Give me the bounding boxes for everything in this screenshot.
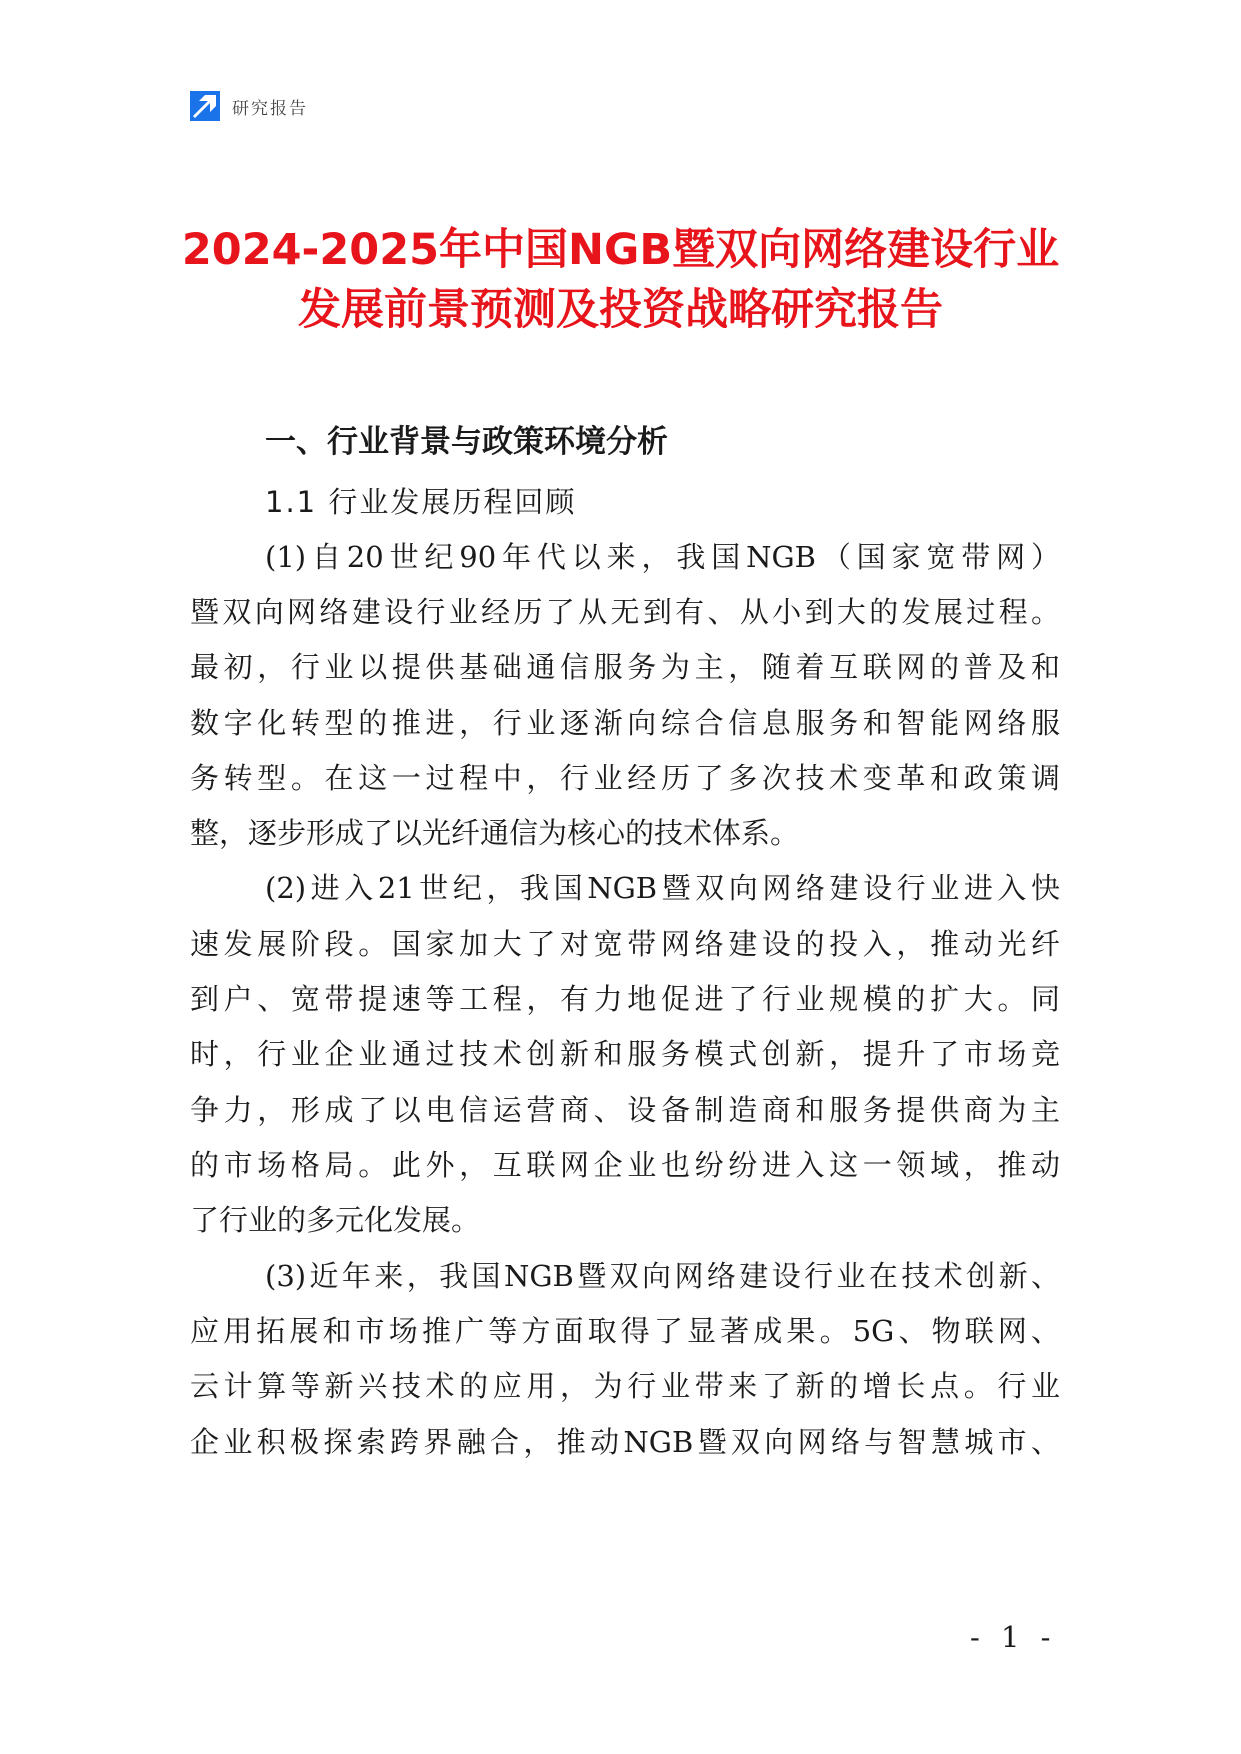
page-number: - 1 - [970,1620,1057,1654]
header-label: 研究报告 [232,98,308,119]
paragraph-line: 整，逐步形成了以光纤通信为核心的技术体系。 [190,816,800,850]
paragraph-line: 速发展阶段。国家加大了对宽带网络建设的投入，推动光纤 [190,927,1060,961]
paragraph-line: (2)进入21世纪，我国NGB暨双向网络建设行业进入快 [265,871,1060,905]
paragraph-line: 应用拓展和市场推广等方面取得了显著成果。5G、物联网、 [190,1314,1060,1348]
paragraph-line: (1)自20世纪90年代以来，我国NGB（国家宽带网） [265,540,1060,574]
paragraph-line: 争力，形成了以电信运营商、设备制造商和服务提供商为主 [190,1093,1060,1127]
paragraph-line: (3)近年来，我国NGB暨双向网络建设行业在技术创新、 [265,1259,1060,1293]
section-heading: 一、行业背景与政策环境分析 [265,424,668,460]
paragraph-line: 的市场格局。此外，互联网企业也纷纷进入这一领域，推动 [190,1148,1060,1182]
paragraph-line: 数字化转型的推进，行业逐渐向综合信息服务和智能网络服 [190,706,1060,740]
report-header [190,88,308,124]
subsection-heading: 1.1 行业发展历程回顾 [265,485,577,519]
paragraph-line: 到户、宽带提速等工程，有力地促进了行业规模的扩大。同 [190,982,1060,1016]
arrow-up-right-logo-icon [190,91,220,121]
report-title-line-1: 2024-2025年中国NGB暨双向网络建设行业 [181,225,1060,275]
paragraph-line: 暨双向网络建设行业经历了从无到有、从小到大的发展过程。 [190,595,1060,629]
paragraph-line: 务转型。在这一过程中，行业经历了多次技术变革和政策调 [190,761,1060,795]
paragraph-line: 了行业的多元化发展。 [190,1203,481,1237]
paragraph-line: 时，行业企业通过技术创新和服务模式创新，提升了市场竞 [190,1037,1060,1071]
paragraph-line: 企业积极探索跨界融合，推动NGB暨双向网络与智慧城市、 [190,1425,1060,1459]
paragraph-line: 最初，行业以提供基础通信服务为主，随着互联网的普及和 [190,650,1060,684]
report-title-line-2: 发展前景预测及投资战略研究报告 [298,285,943,335]
paragraph-line: 云计算等新兴技术的应用，为行业带来了新的增长点。行业 [190,1369,1060,1403]
